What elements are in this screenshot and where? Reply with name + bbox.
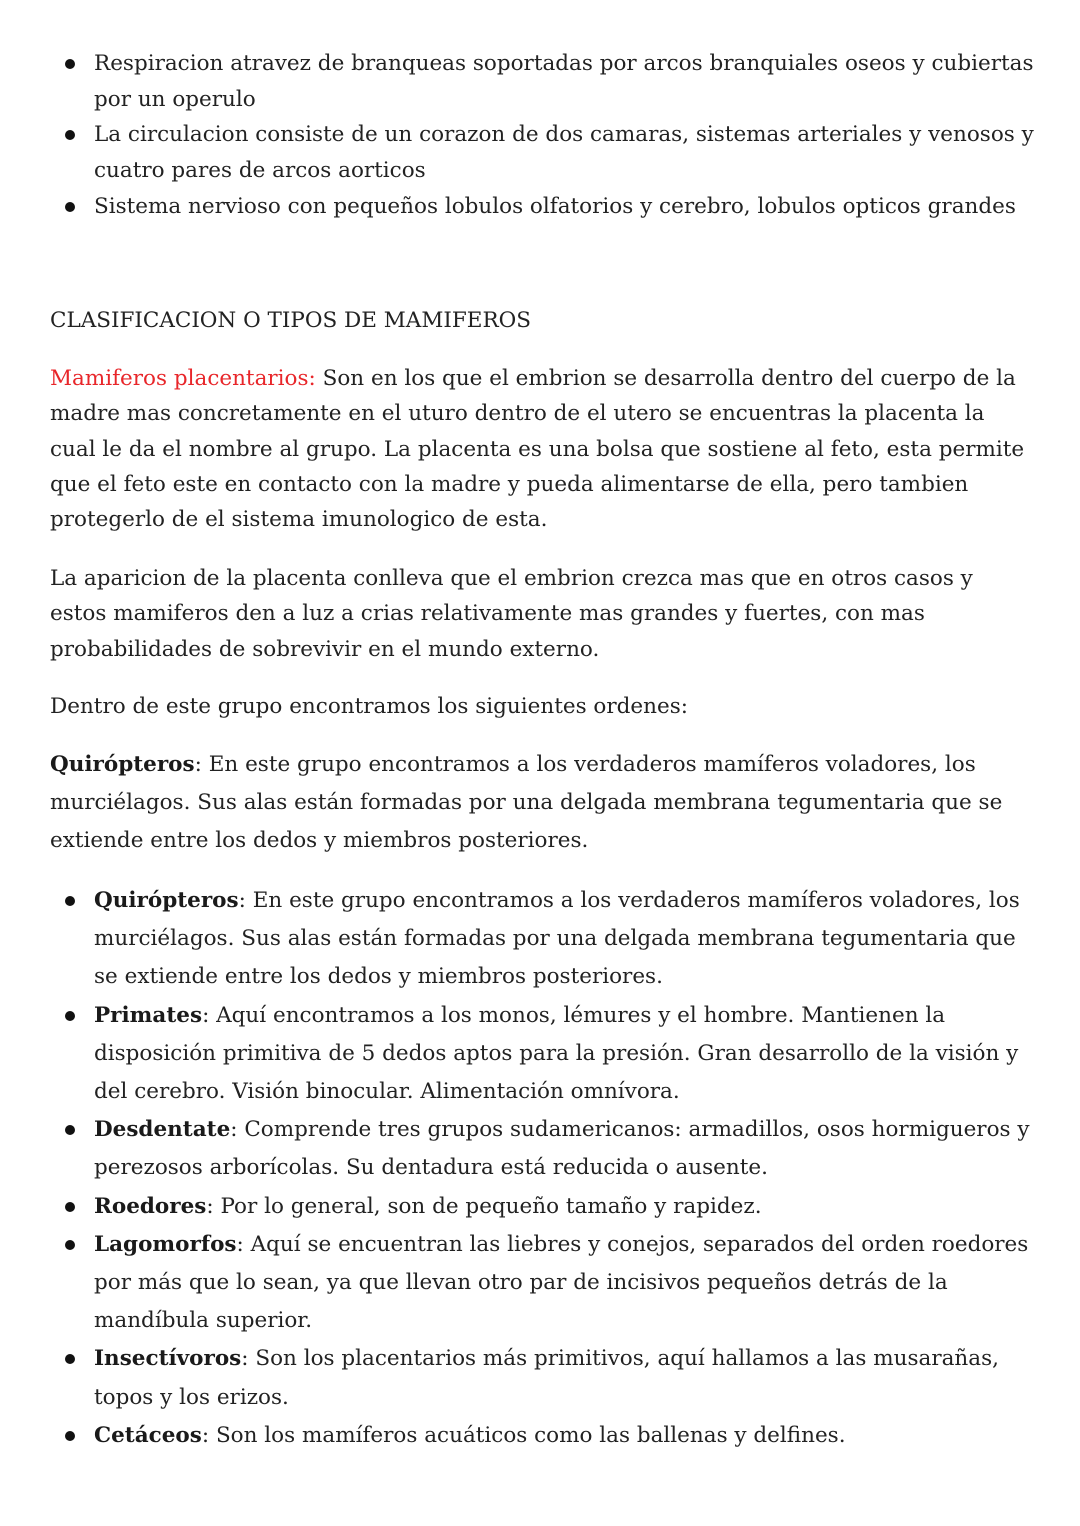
- order-text: : Son los mamíferos acuáticos como las ballenas y delfines.: [201, 1422, 846, 1448]
- order-term: Lagomorfos: [94, 1231, 237, 1257]
- orders-intro-paragraph: Dentro de este grupo encontramos los siguientes ordenes:: [50, 694, 688, 719]
- order-item-roedores: [50, 1188, 1035, 1226]
- placental-text: Son en los que el embrion se desarrolla dentro del cuerpo de la madre mas concretamente en el uturo dentro de el utero se encuentras la placenta la cual le da el nombre al grupo. La placenta es una bolsa que sostiene al feto, esta permite que el feto este en contacto con la madre y pueda alimentarse de ella, pero tambien protegerlo de el sistema imunologico de esta.: [50, 366, 1025, 533]
- fish-traits-list: [50, 46, 1035, 225]
- order-text: : En este grupo encontramos a los verdaderos mamíferos voladores, los murciélagos. Sus alas están formadas por una delgada membrana tegumentaria que se extiende entre los dedos y miembros posteriores.: [94, 888, 1020, 990]
- order-item-lagomorfos: [50, 1226, 1035, 1341]
- quiropteros-paragraph: [50, 746, 1035, 860]
- order-item-desdentate: [50, 1111, 1035, 1187]
- order-term: Insectívoros: [94, 1346, 242, 1372]
- list-item: Respiracion atravez de branqueas soportadas por arcos branquiales oseos y cubiertas por un operulo: [50, 46, 1035, 117]
- order-text: : Por lo general, son de pequeño tamaño y rapidez.: [206, 1193, 762, 1219]
- order-term: Roedores: [94, 1193, 207, 1219]
- order-term: Primates: [94, 1002, 203, 1028]
- list-item: La circulacion consiste de un corazon de dos camaras, sistemas arteriales y venosos y cuatro pares de arcos aorticos: [50, 117, 1035, 188]
- order-text: : Aquí se encuentran las liebres y conejos, separados del orden roedores por más que lo sean, ya que llevan otro par de incisivos pequeños detrás de la mandíbula superior.: [94, 1231, 1029, 1334]
- order-item-insectivoros: [50, 1340, 1035, 1416]
- order-item-cetaceos: [50, 1417, 1035, 1455]
- placenta-effects-paragraph: La aparicion de la placenta conlleva que el embrion crezca mas que en otros casos y estos mamiferos den a luz a crias relativamente mas grandes y fuertes, con mas probabilidades de sobrevivir en el mundo externo.: [50, 566, 973, 662]
- list-item: Sistema nervioso con pequeños lobulos olfatorios y cerebro, lobulos opticos grandes: [50, 189, 1035, 225]
- order-text: : Aquí encontramos a los monos, lémures y el hombre. Mantienen la disposición primitiva de 5 dedos aptos para la presión. Gran desarrollo de la visión y del cerebro. Visión binocular. Alimentación omnívora.: [94, 1002, 1019, 1105]
- placental-paragraph: [50, 361, 1035, 537]
- order-term: Quirópteros: [94, 888, 239, 913]
- section-heading: CLASIFICACION O TIPOS DE MAMIFEROS: [50, 308, 531, 333]
- order-text: : Son los placentarios más primitivos, aquí hallamos a las musarañas, topos y los erizos.: [94, 1346, 999, 1410]
- order-term: Cetáceos: [94, 1422, 202, 1448]
- order-text: : Comprende tres grupos sudamericanos: armadillos, osos hormigueros y perezosos arborícolas. Su dentadura está reducida o ausente.: [94, 1117, 1030, 1181]
- order-item-primates: [50, 997, 1035, 1112]
- placental-term: Mamiferos placentarios:: [50, 366, 316, 391]
- order-item-quiropteros: [50, 882, 1035, 997]
- mammal-orders-list: [50, 882, 1035, 1455]
- quiropteros-text: : En este grupo encontramos a los verdaderos mamíferos voladores, los murciélagos. Sus alas están formadas por una delgada membrana tegumentaria que se extiende entre los dedos y miembros posteriores.: [50, 752, 1003, 853]
- order-term: Desdentate: [94, 1117, 231, 1143]
- quiropteros-term: Quirópteros: [50, 752, 195, 777]
